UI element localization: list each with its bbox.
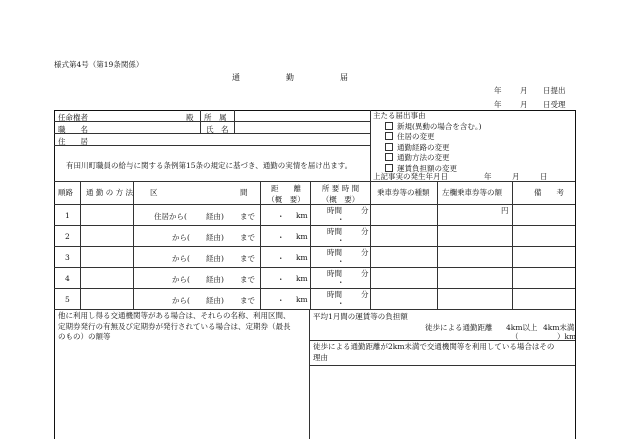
occurrence-label: 上記事実の発生年月日 <box>373 172 448 181</box>
time-dot: ・ <box>337 299 345 308</box>
time-dot: ・ <box>337 278 345 287</box>
position-label: 職 名 <box>58 125 88 134</box>
col-section-right: 間 <box>240 188 248 197</box>
reason-item-route[interactable]: 通勤経路の変更 <box>373 143 482 154</box>
distance-dot: ・ <box>277 233 285 242</box>
section-from: から( <box>172 296 190 305</box>
col-order: 順路 <box>58 188 73 197</box>
residence-label: 住 居 <box>58 137 88 146</box>
row-number: 3 <box>65 253 70 262</box>
time-minute: 分 <box>361 248 369 257</box>
time-dot: ・ <box>337 257 345 266</box>
col-distance: 距 離 （概 要） <box>267 184 305 204</box>
checkbox-icon[interactable] <box>385 122 393 130</box>
time-minute: 分 <box>361 269 369 278</box>
time-hour: 時間 <box>327 227 342 236</box>
col-fare: 左欄乗車券等の額 <box>442 188 502 197</box>
reason-item-method[interactable]: 通勤方法の変更 <box>373 153 482 164</box>
time-minute: 分 <box>361 227 369 236</box>
time-hour: 時間 <box>327 206 342 215</box>
section-to: まで <box>240 254 255 263</box>
occurrence-month: 月 <box>512 172 520 181</box>
distance-dot: ・ <box>277 212 285 221</box>
frame-top <box>54 110 575 111</box>
section-from: から( <box>172 233 190 242</box>
submit-day: 日提出 <box>543 86 566 95</box>
time-hour: 時間 <box>327 290 342 299</box>
receive-year: 年 <box>494 100 502 109</box>
reason-item-fare[interactable]: 運賃負担額の変更 <box>373 164 482 175</box>
col-method: 通 勤 の 方 法 <box>86 188 134 197</box>
monthly-fare-label: 平均1月間の運賃等の負担額 <box>313 312 408 321</box>
distance-dot: ・ <box>277 275 285 284</box>
reasons-panel <box>373 111 482 174</box>
declaration-text: 有田川町職員の給与に関する条例第15条の規定に基づき、通勤の実情を届け出ます。 <box>66 161 353 170</box>
receive-month: 月 <box>520 100 528 109</box>
walk-paren-open: （ <box>511 332 519 341</box>
time-dot: ・ <box>337 215 345 224</box>
appointer-label: 任命権者 <box>58 113 88 122</box>
section-via: 経由) <box>206 254 224 263</box>
time-minute: 分 <box>361 206 369 215</box>
section-to: まで <box>240 212 255 221</box>
row-number: 5 <box>65 295 70 304</box>
affiliation-label: 所 属 <box>204 113 227 122</box>
time-hour: 時間 <box>327 248 342 257</box>
section-via: 経由) <box>206 296 224 305</box>
col-section-left: 区 <box>150 188 158 197</box>
reason-item-new[interactable]: 新規(異動の場合を含む。) <box>373 122 482 133</box>
row-number: 1 <box>65 211 70 220</box>
checkbox-icon[interactable] <box>385 153 393 161</box>
row-number: 2 <box>65 232 70 241</box>
distance-unit: km <box>296 274 308 283</box>
distance-unit: km <box>296 232 308 241</box>
submit-year: 年 <box>494 86 502 95</box>
occurrence-day: 日 <box>540 172 548 181</box>
walk-option-over[interactable]: 4km以上 <box>506 323 538 332</box>
reasons-title: 主たる届出事由 <box>373 111 426 120</box>
section-from: 住居から( <box>154 212 187 221</box>
section-to: まで <box>240 275 255 284</box>
time-hour: 時間 <box>327 269 342 278</box>
section-from: から( <box>172 254 190 263</box>
fare-unit: 円 <box>501 206 509 215</box>
distance-unit: km <box>296 211 308 220</box>
receive-day: 日受理 <box>543 100 566 109</box>
name-label: 氏 名 <box>206 125 229 134</box>
form-title: 通 勤 届 <box>232 73 349 82</box>
section-to: まで <box>240 296 255 305</box>
section-from: から( <box>172 275 190 284</box>
checkbox-icon[interactable] <box>385 132 393 140</box>
col-time: 所 要 時 間 （概 要） <box>321 184 360 204</box>
row-number: 4 <box>65 274 70 283</box>
walk-option-under[interactable]: 4km未満 <box>543 323 575 332</box>
seal-suffix: 殿 <box>186 113 194 122</box>
section-via: 経由) <box>206 233 224 242</box>
section-to: まで <box>240 233 255 242</box>
time-dot: ・ <box>337 236 345 245</box>
other-transport-note: 他に利用し得る交通機関等がある場合は、それらの名称、利用区間、 定期券発行の有無及び定期券が発行されている場合は、定期券（最長 のもの）の額等 <box>58 311 291 341</box>
section-via: 経由) <box>206 212 224 221</box>
distance-dot: ・ <box>277 254 285 263</box>
checkbox-icon[interactable] <box>385 143 393 151</box>
occurrence-year: 年 <box>484 172 492 181</box>
reason-item-residence[interactable]: 住居の変更 <box>373 132 482 143</box>
distance-dot: ・ <box>277 296 285 305</box>
col-notes: 備 考 <box>534 188 564 197</box>
submit-month: 月 <box>520 86 528 95</box>
form-id: 様式第4号（第19条関係） <box>54 60 144 69</box>
walk-paren-close: ）km <box>557 332 577 341</box>
walk-distance-label: 徒歩による通勤距離 <box>425 323 493 332</box>
col-ticket: 乗車券等の種類 <box>377 188 430 197</box>
frame-left <box>54 110 55 439</box>
time-minute: 分 <box>361 290 369 299</box>
section-via: 経由) <box>206 275 224 284</box>
distance-unit: km <box>296 295 308 304</box>
distance-unit: km <box>296 253 308 262</box>
short-walk-reason: 徒歩による通勤距離が2km未満で交通機関等を利用している場合はその 理由 <box>313 342 555 362</box>
frame-right <box>575 110 576 439</box>
